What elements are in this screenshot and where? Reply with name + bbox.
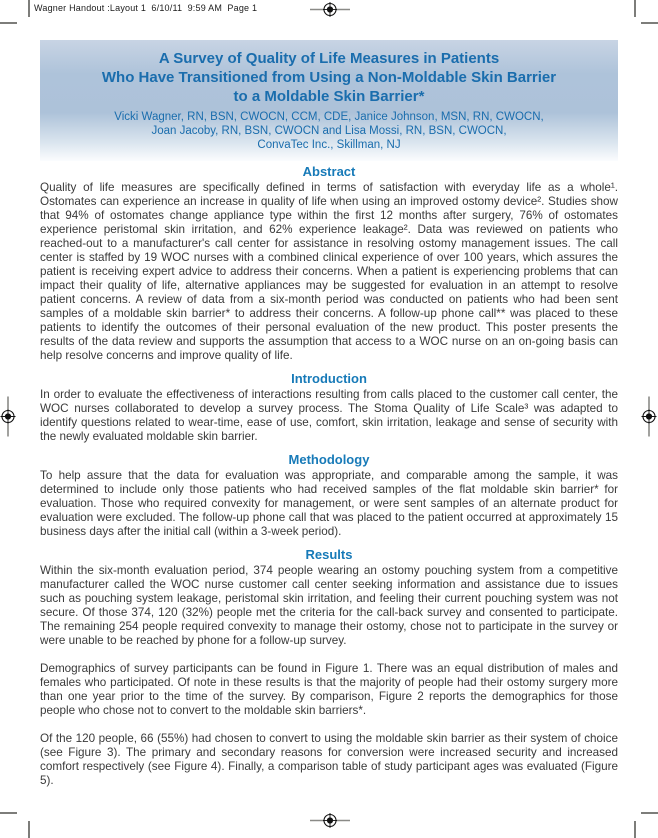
poster-title [40, 40, 618, 106]
author-line: Vicki Wagner, RN, BSN, CWOCN, CCM, CDE, Janice Johnson, MSN, RN, CWOCN, [114, 111, 544, 123]
crop-mark-icon [634, 821, 636, 838]
registration-mark-icon [0, 397, 17, 437]
registration-mark-icon [310, 812, 350, 829]
author-list [40, 110, 618, 152]
registration-mark-icon [310, 1, 350, 18]
author-line: Joan Jacoby, RN, BSN, CWOCN and Lisa Mossi, RN, BSN, CWOCN, [151, 125, 507, 137]
section-heading-abstract: Abstract [302, 164, 356, 179]
crop-mark-icon [634, 0, 636, 17]
section-heading-results: Results [305, 547, 353, 562]
crop-mark-icon [641, 22, 658, 24]
results-paragraph: Of the 120 people, 66 (55%) had chosen to convert to using the moldable skin barrier as their system of choice (see Figure 3). The primary and secondary reasons for conversion were increased security and increased comfort respectively (see Figure 4). Finally, a comparison table of study participant ages was evaluated (Figure 5). [40, 732, 618, 787]
author-line: ConvaTec Inc., Skillman, NJ [257, 139, 401, 151]
methodology-paragraph: To help assure that the data for evaluation was appropriate, and comparable among the sample, it was determined to include only those patients who had received samples of the flat moldable skin barrier* for evaluation. Those who required convexity for management, or were sent samples of an alternate product for evaluation were excluded. The follow-up phone call that was placed to the patient occurred at approximately 15 business days after the initial call (within a 3-week period). [40, 469, 618, 538]
section-heading-introduction: Introduction [291, 371, 367, 386]
section-heading-methodology: Methodology [288, 452, 370, 467]
crop-mark-icon [28, 0, 30, 17]
crop-mark-icon [0, 22, 17, 24]
results-paragraph: Demographics of survey participants can be found in Figure 1. There was an equal distribution of males and females who participated. Of note in these results is that the majority of people had their ostomy surgery more than one year prior to the time of the survey. By comparison, Figure 2 reports the demographics for those people who chose not to convert to the moldable skin barriers*. [40, 662, 618, 717]
introduction-paragraph: In order to evaluate the effectiveness of interactions resulting from calls placed to the customer call center, the WOC nurses collaborated to develop a survey process. The Stoma Quality of Life Scale³ was adapted to identify questions related to wear-time, ease of use, comfort, skin irritation, leakage and sense of security with the newly evaluated moldable skin barrier. [40, 388, 618, 443]
poster-title-line: to a Moldable Skin Barrier* [233, 88, 425, 105]
poster-title-line: A Survey of Quality of Life Measures in Patients [158, 50, 500, 67]
abstract-paragraph: Quality of life measures are specifically defined in terms of satisfaction with everyday life as a whole¹. Ostomates can experience an increase in quality of life when using an improved ostomy device². Studies show that 94% of ostomates change appliance type within the first 12 months after surgery, 76% of ostomates experience peristomal skin irritation, and 62% experience leakage². Data was reviewed on patients who reached-out to a manufacturer's call center for assistance in resolving ostomy management issues. The call center is staffed by 19 WOC nurses with a combined clinical experience of over 100 years, which assures the patient is receiving expert advice to address their concerns. When a patient is experiencing problems that can impact their quality of life, alternative appliances may be suggested for evaluation in an attempt to resolve patient concerns. A review of data from a six-month period was conducted on patients who had been sent samples of a moldable skin barrier* to address their concerns. A follow-up phone call** was placed to these patients to identify the outcomes of their personal evaluation of the new product. This poster presents the results of the data review and supports the assumption that access to a WOC nurse on an on-going basis can help resolve concerns and improve quality of life. [40, 181, 618, 362]
results-paragraph: Within the six-month evaluation period, 374 people wearing an ostomy pouching system from a competitive manufacturer called the WOC nurse customer call center seeking information and assistance due to issues such as pouching system leakage, peristomal skin irritation, and feeling their current pouching system was not secure. Of those 374, 120 (32%) people met the criteria for the call-back survey and consented to participate. The remaining 254 people required convexity to manage their ostomy, chose not to participate in the survey or were unable to be reached by phone for a follow-up survey. [40, 564, 618, 647]
crop-mark-icon [28, 821, 30, 838]
print-slug: Wagner Handout :Layout 1 6/10/11 9:59 AM Page 1 [34, 3, 258, 13]
poster-title-line: Who Have Transitioned from Using a Non-Moldable Skin Barrier [101, 69, 557, 86]
crop-mark-icon [641, 812, 658, 814]
crop-mark-icon [0, 812, 17, 814]
title-banner [40, 40, 618, 161]
document-body [40, 164, 618, 788]
registration-mark-icon [641, 397, 658, 437]
